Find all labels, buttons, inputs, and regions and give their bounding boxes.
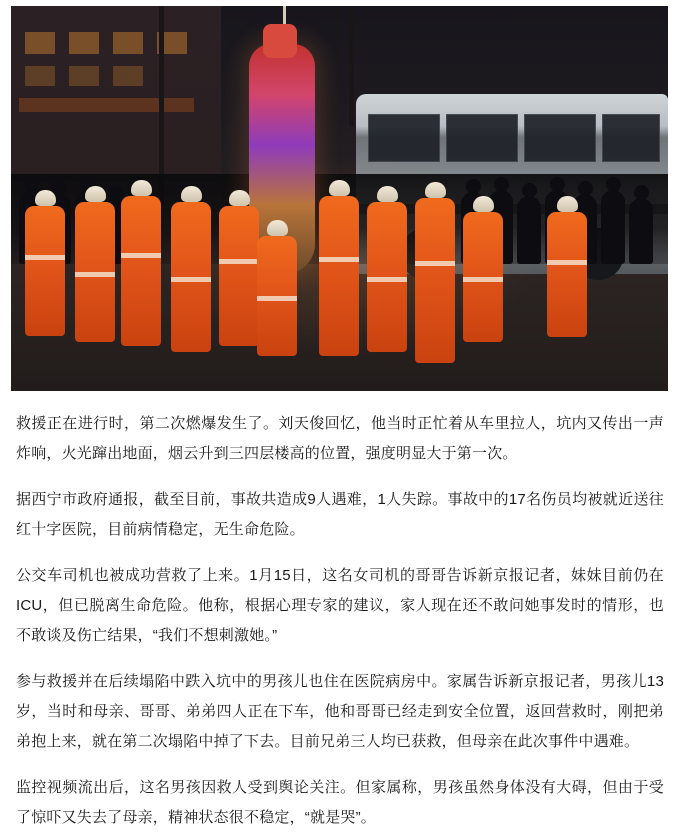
article-page: [0, 6, 680, 829]
article-paragraph: 监控视频流出后，这名男孩因救人受到舆论关注。但家属称，男孩虽然身体没有大碍，但由于受了惊吓又失去了母亲，精神状态很不稳定，“就是哭”。: [16, 779, 664, 826]
article-paragraph: 公交车司机也被成功营救了上来。1月15日，这名女司机的哥哥告诉新京报记者，妹妹目前仍在ICU，但已脱离生命危险。他称，根据心理专家的建议，家人现在还不敢问她事发时的情形，也不敢谈及伤亡结果，“我们不想刺激她。”: [16, 567, 664, 644]
article-body: [0, 391, 680, 833]
rescue-scene-photo: [11, 6, 668, 391]
article-paragraph: 救援正在进行时，第二次燃爆发生了。刘天俊回忆，他当时正忙着从车里拉人，坑内又传出一声炸响，火光蹿出地面，烟云升到三四层楼高的位置，强度明显大于第一次。: [16, 415, 664, 462]
article-paragraph: 参与救援并在后续塌陷中跌入坑中的男孩儿也住在医院病房中。家属告诉新京报记者，男孩儿13岁，当时和母亲、哥哥、弟弟四人正在下车，他和哥哥已经走到安全位置，返回营救时，刚把弟弟抱上来，就在第二次塌陷中掉了下去。目前兄弟三人均已获救，但母亲在此次事件中遇难。: [16, 673, 664, 750]
photo-hoisted-person-head: [263, 24, 297, 58]
photo-building: [11, 6, 221, 181]
article-paragraph: 据西宁市政府通报，截至目前，事故共造成9人遇难，1人失踪。事故中的17名伤员均被就近送往红十字医院，目前病情稳定，无生命危险。: [16, 491, 664, 538]
